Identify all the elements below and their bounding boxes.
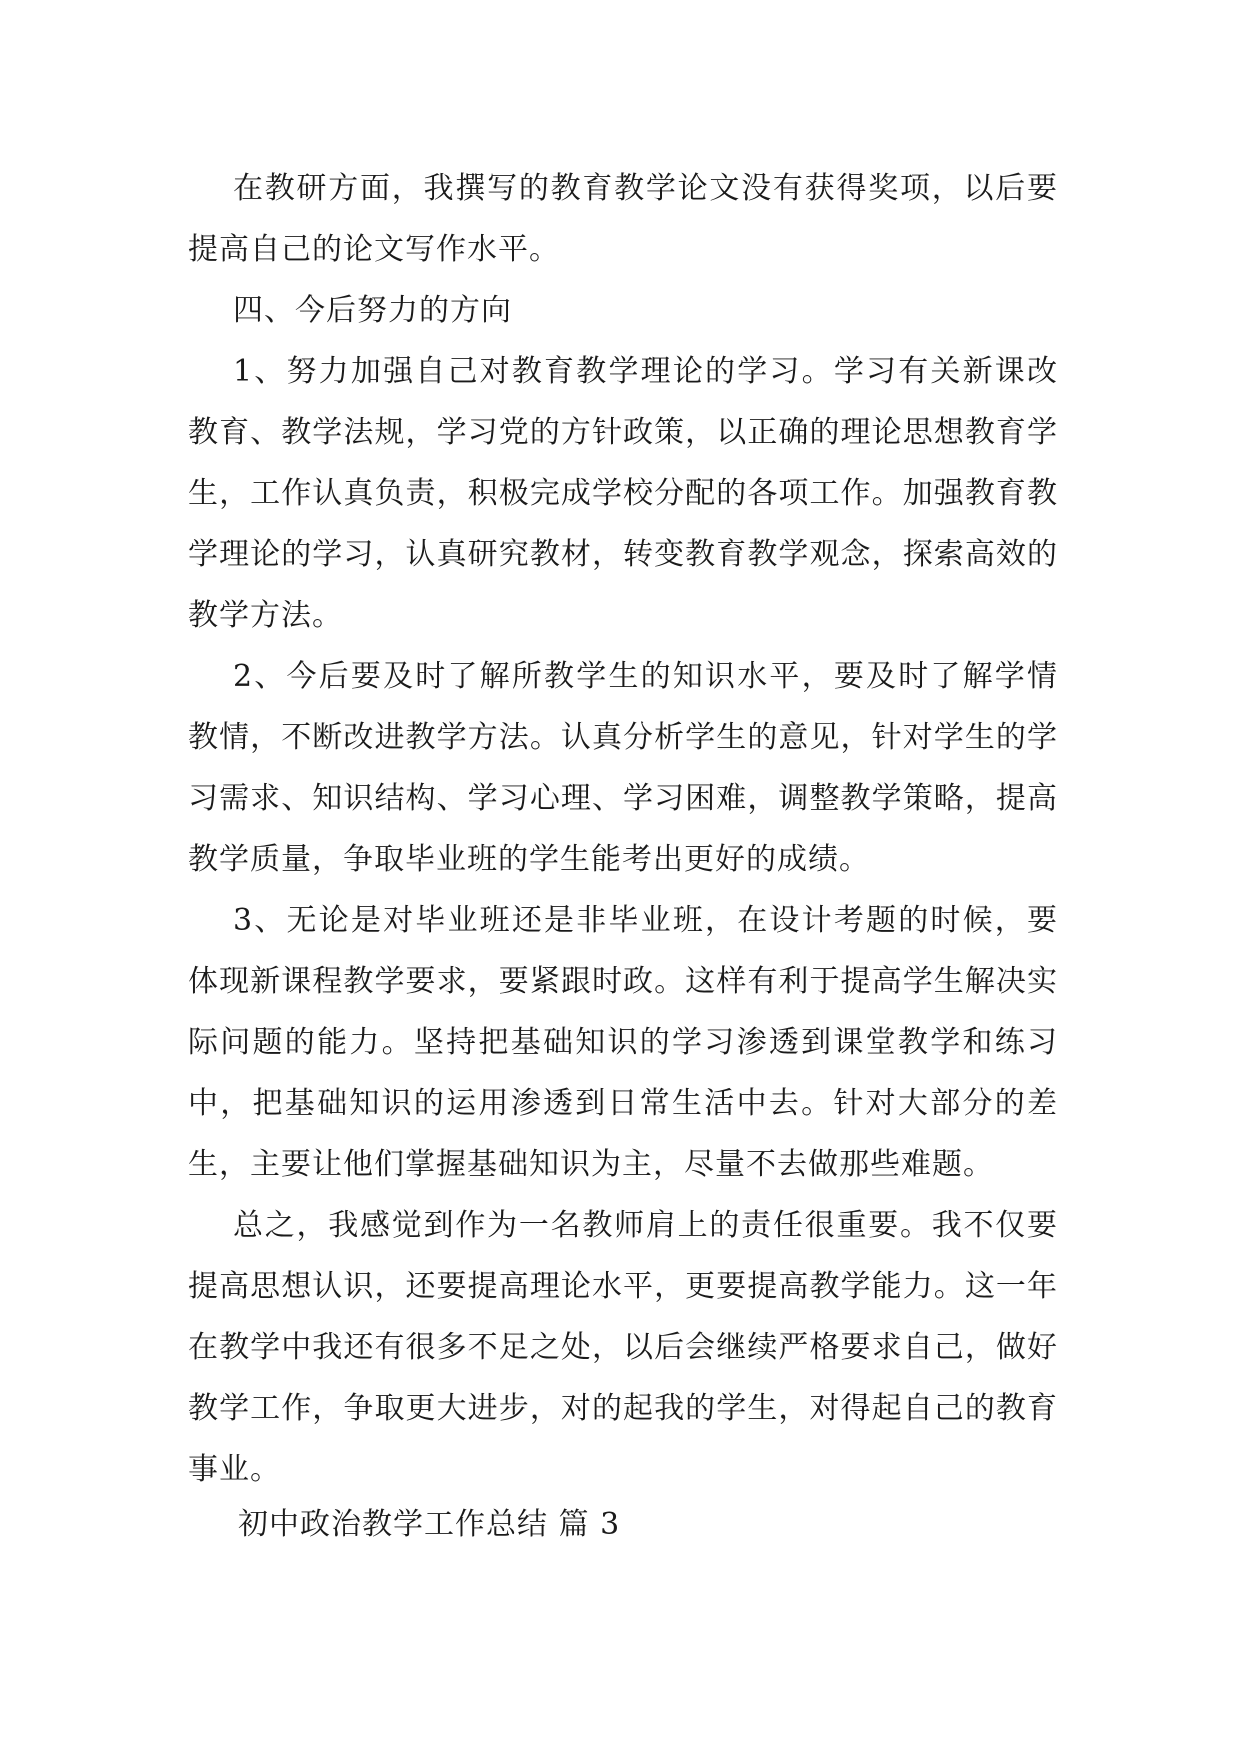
paragraph-item-3: 3、无论是对毕业班还是非毕业班，在设计考题的时候，要体现新课程教学要求，要紧跟时政。这样有利于提高学生解决实际问题的能力。坚持把基础知识的学习渗透到课堂教学和练习中，把基础知识的运用渗透到日常生活中去。针对大部分的差生，主要让他们掌握基础知识为主，尽量不去做那些难题。 <box>188 903 1058 1182</box>
paragraph-research: 在教研方面，我撰写的教育教学论文没有获得奖项，以后要提高自己的论文写作水平。 <box>188 171 1058 267</box>
section-heading <box>238 1505 620 1545</box>
paragraph-heading-future-direction: 四、今后努力的方向 <box>233 293 512 328</box>
section-title: 初中政治教学工作总结 <box>238 1507 548 1542</box>
document-body <box>188 158 1058 1500</box>
paragraph-conclusion: 总之，我感觉到作为一名教师肩上的责任很重要。我不仅要提高思想认识，还要提高理论水平，更要提高教学能力。这一年在教学中我还有很多不足之处，以后会继续严格要求自己，做好教学工作，争取更大进步，对的起我的学生，对得起自己的教育事业。 <box>188 1208 1058 1487</box>
paragraph-item-1: 1、努力加强自己对教育教学理论的学习。学习有关新课改教育、教学法规，学习党的方针政策，以正确的理论思想教育学生，工作认真负责，积极完成学校分配的各项工作。加强教育教学理论的学习，认真研究教材，转变教育教学观念，探索高效的教学方法。 <box>188 354 1058 633</box>
section-part-number: 篇 3 <box>558 1507 621 1542</box>
paragraph-item-2: 2、今后要及时了解所教学生的知识水平，要及时了解学情教情，不断改进教学方法。认真分析学生的意见，针对学生的学习需求、知识结构、学习心理、学习困难，调整教学策略，提高教学质量，争取毕业班的学生能考出更好的成绩。 <box>188 659 1058 877</box>
